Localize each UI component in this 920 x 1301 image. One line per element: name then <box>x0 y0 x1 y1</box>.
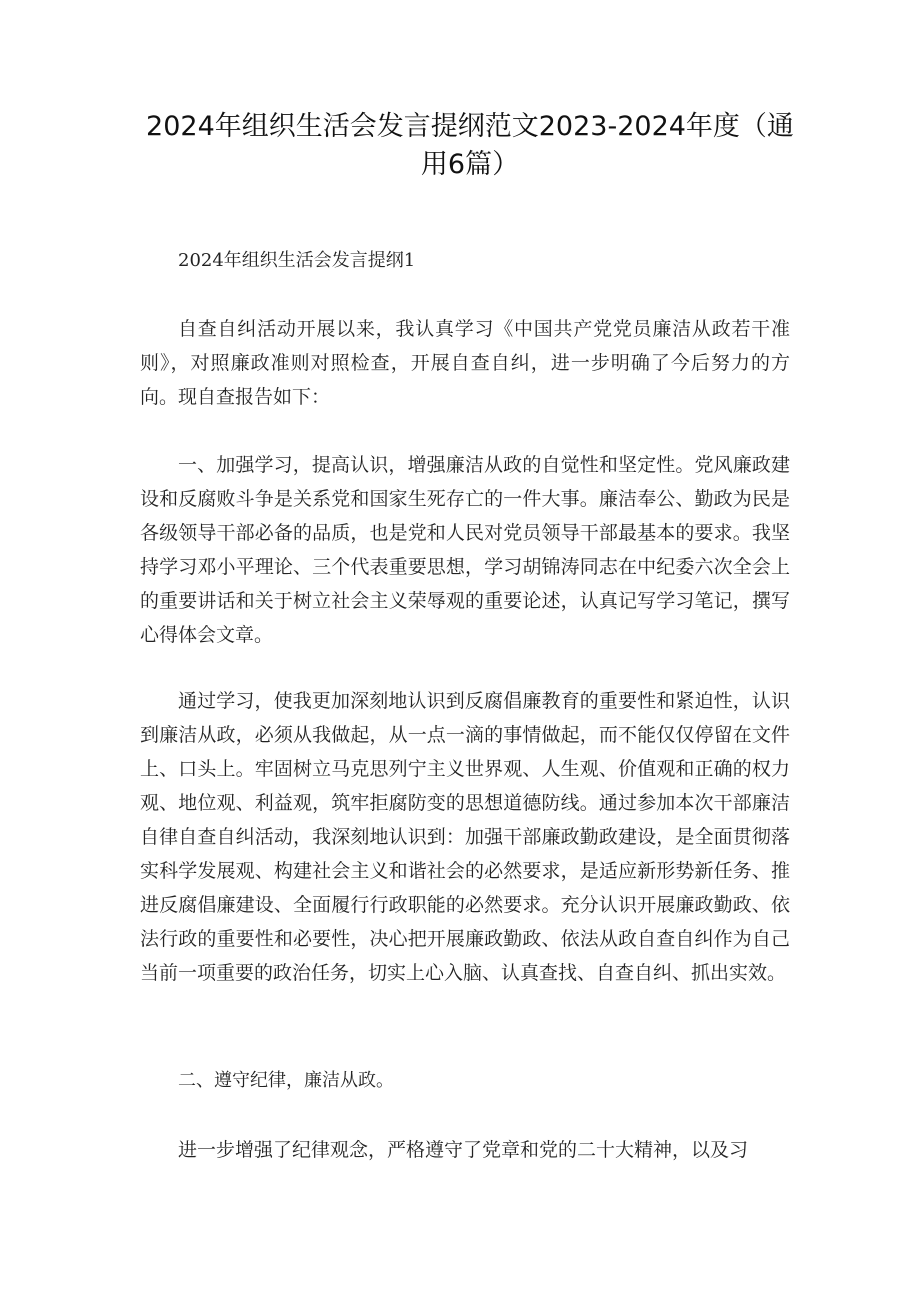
paragraph-intro: 自查自纠活动开展以来，我认真学习《中国共产党党员廉洁从政若干准则》，对照廉政准则对照检查，开展自查自纠，进一步明确了今后努力的方向。现自查报告如下： <box>140 318 790 408</box>
paragraph-discipline: 进一步增强了纪律观念，严格遵守了党章和党的二十大精神，以及习 <box>178 1139 749 1161</box>
section-heading: 2024年组织生活会发言提纲1 <box>178 250 416 271</box>
paragraph-study-reflection: 通过学习，使我更加深刻地认识到反腐倡廉教育的重要性和紧迫性，认识到廉洁从政，必须从我做起，从一点一滴的事情做起，而不能仅仅停留在文件上、口头上。牢固树立马克思列宁主义世界观、人生观、价值观和正确的权力观、地位观、利益观，筑牢拒腐防变的思想道德防线。通过参加本次干部廉洁自律自查自纠活动，我深刻地认识到：加强干部廉政勤政建设，是全面贯彻落实科学发展观、构建社会主义和谐社会的必然要求，是适应新形势新任务、推进反腐倡廉建设、全面履行行政职能的必然要求。充分认识开展廉政勤政、依法行政的重要性和必要性，决心把开展廉政勤政、依法从政自查自纠作为自己当前一项重要的政治任务，切实上心入脑、认真查找、自查自纠、抓出实效。 <box>140 690 790 984</box>
section-two-heading: 二、遵守纪律，廉洁从政。 <box>178 1070 394 1091</box>
paragraph-section-one: 一、加强学习，提高认识，增强廉洁从政的自觉性和坚定性。党风廉政建设和反腐败斗争是关系党和国家生死存亡的一件大事。廉洁奉公、勤政为民是各级领导干部必备的品质，也是党和人民对党员领导干部最基本的要求。我坚持学习邓小平理论、三个代表重要思想，学习胡锦涛同志在中纪委六次全会上的重要讲话和关于树立社会主义荣辱观的重要论述，认真记写学习笔记，撰写心得体会文章。 <box>140 454 790 646</box>
document-title: 2024年组织生活会发言提纲范文2023-2024年度（通用6篇） <box>146 111 794 180</box>
